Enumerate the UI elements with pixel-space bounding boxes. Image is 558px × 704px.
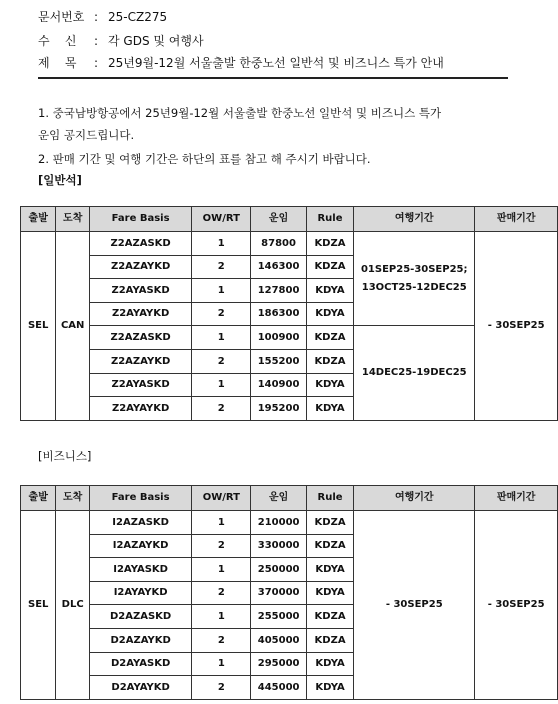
- fare-cell: 445000: [251, 676, 306, 700]
- col-header-destination: 도착: [56, 486, 90, 511]
- col-header-fare: 운임: [251, 486, 306, 511]
- fare-basis-cell: I2AYAYKD: [89, 581, 191, 605]
- owrt-cell: 2: [192, 581, 251, 605]
- fare-cell: 370000: [251, 581, 306, 605]
- fare-basis-cell: Z2AYAYKD: [90, 397, 192, 421]
- fare-cell: 250000: [251, 558, 306, 582]
- colon: :: [94, 34, 99, 48]
- subject-row: [38, 54, 444, 71]
- col-header-fare-basis: Fare Basis: [89, 486, 191, 511]
- owrt-cell: 2: [192, 628, 251, 652]
- fare-cell: 155200: [251, 349, 306, 373]
- owrt-cell: 2: [192, 255, 251, 279]
- rule-cell: KDZA: [306, 326, 353, 350]
- destination-cell: CAN: [56, 232, 90, 421]
- travel-period-line: 13OCT25-12DEC25: [361, 281, 467, 293]
- col-header-origin: 출발: [21, 486, 56, 511]
- owrt-cell: 2: [192, 676, 251, 700]
- rule-cell: KDZA: [306, 534, 353, 558]
- colon: :: [94, 56, 99, 70]
- col-header-sales-period: 판매기간: [475, 486, 558, 511]
- fare-basis-cell: Z2AZASKD: [90, 326, 192, 350]
- col-header-rule: Rule: [306, 207, 353, 232]
- sales-period-cell: - 30SEP25: [475, 232, 558, 421]
- colon: :: [94, 10, 99, 24]
- rule-cell: KDYA: [306, 302, 353, 326]
- business-fare-table: [20, 485, 558, 700]
- col-header-travel-period: 여행기간: [354, 207, 475, 232]
- fare-cell: 186300: [251, 302, 306, 326]
- fare-basis-cell: D2AZASKD: [89, 605, 191, 629]
- table-row: [21, 511, 558, 535]
- owrt-cell: 2: [192, 534, 251, 558]
- economy-fare-table: [20, 206, 558, 421]
- rule-cell: KDYA: [306, 279, 353, 303]
- col-header-owrt: OW/RT: [192, 486, 251, 511]
- header-divider: [38, 77, 508, 79]
- fare-basis-cell: I2AYASKD: [89, 558, 191, 582]
- sales-period-cell: - 30SEP25: [475, 511, 558, 700]
- body-line-1: 1. 중국남방항공에서 25년9월-12월 서울출발 한중노선 일반석 및 비즈니스 특가: [38, 106, 442, 120]
- travel-period-cell: 14DEC25-19DEC25: [354, 326, 475, 420]
- doc-number-row: [38, 8, 167, 25]
- col-header-rule: Rule: [306, 486, 353, 511]
- rule-cell: KDZA: [306, 605, 353, 629]
- travel-period-line: 01SEP25-30SEP25;: [360, 264, 468, 276]
- travel-period-cell: - 30SEP25: [354, 511, 475, 700]
- fare-cell: 295000: [251, 652, 306, 676]
- fare-basis-cell: Z2AZAYKD: [90, 349, 192, 373]
- owrt-cell: 1: [192, 511, 251, 535]
- fare-cell: 127800: [251, 279, 306, 303]
- fare-cell: 405000: [251, 628, 306, 652]
- rule-cell: KDYA: [306, 652, 353, 676]
- owrt-cell: 1: [192, 279, 251, 303]
- table-header-row: [21, 207, 558, 232]
- recipient-label: 수 신: [38, 34, 77, 48]
- fare-basis-cell: I2AZAYKD: [89, 534, 191, 558]
- owrt-cell: 1: [192, 605, 251, 629]
- rule-cell: KDZA: [306, 232, 353, 256]
- destination-cell: DLC: [56, 511, 90, 700]
- origin-cell: SEL: [21, 511, 56, 700]
- fare-basis-cell: D2AZAYKD: [89, 628, 191, 652]
- rule-cell: KDYA: [306, 581, 353, 605]
- fare-basis-cell: Z2AZASKD: [90, 232, 192, 256]
- col-header-travel-period: 여행기간: [354, 486, 475, 511]
- owrt-cell: 1: [192, 326, 251, 350]
- fare-cell: 87800: [251, 232, 306, 256]
- economy-section-title: [일반석]: [38, 173, 82, 187]
- body-line-2: 2. 판매 기간 및 여행 기간은 하단의 표를 참고 해 주시기 바랍니다.: [38, 152, 371, 166]
- owrt-cell: 1: [192, 373, 251, 397]
- table-row: [21, 232, 558, 256]
- fare-basis-cell: Z2AYASKD: [90, 373, 192, 397]
- subject-value: 25년9월-12월 서울출발 한중노선 일반석 및 비즈니스 특가 안내: [108, 56, 444, 70]
- fare-basis-cell: I2AZASKD: [89, 511, 191, 535]
- fare-cell: 210000: [251, 511, 306, 535]
- rule-cell: KDZA: [306, 628, 353, 652]
- owrt-cell: 2: [192, 349, 251, 373]
- rule-cell: KDYA: [306, 397, 353, 421]
- business-section-title: [비즈니스]: [38, 449, 92, 463]
- fare-cell: 195200: [251, 397, 306, 421]
- owrt-cell: 2: [192, 302, 251, 326]
- col-header-origin: 출발: [21, 207, 56, 232]
- recipient-row: [38, 32, 204, 49]
- rule-cell: KDZA: [306, 255, 353, 279]
- fare-basis-cell: Z2AYASKD: [90, 279, 192, 303]
- fare-basis-cell: Z2AYAYKD: [90, 302, 192, 326]
- col-header-fare: 운임: [251, 207, 306, 232]
- owrt-cell: 1: [192, 232, 251, 256]
- subject-label: 제 목: [38, 56, 77, 70]
- fare-cell: 330000: [251, 534, 306, 558]
- rule-cell: KDZA: [306, 511, 353, 535]
- fare-basis-cell: D2AYAYKD: [89, 676, 191, 700]
- body-line-1b: 운임 공지드립니다.: [38, 128, 135, 142]
- fare-cell: 140900: [251, 373, 306, 397]
- rule-cell: KDYA: [306, 373, 353, 397]
- doc-number-value: 25-CZ275: [108, 10, 168, 24]
- owrt-cell: 1: [192, 558, 251, 582]
- col-header-destination: 도착: [56, 207, 90, 232]
- col-header-sales-period: 판매기간: [475, 207, 558, 232]
- col-header-fare-basis: Fare Basis: [90, 207, 192, 232]
- rule-cell: KDYA: [306, 558, 353, 582]
- table-header-row: [21, 486, 558, 511]
- fare-cell: 255000: [251, 605, 306, 629]
- col-header-owrt: OW/RT: [192, 207, 251, 232]
- fare-basis-cell: Z2AZAYKD: [90, 255, 192, 279]
- owrt-cell: 2: [192, 397, 251, 421]
- travel-period-cell: [354, 232, 475, 326]
- fare-cell: 146300: [251, 255, 306, 279]
- recipient-value: 각 GDS 및 여행사: [108, 34, 204, 48]
- doc-number-label: 문서번호: [38, 10, 85, 24]
- rule-cell: KDZA: [306, 349, 353, 373]
- fare-cell: 100900: [251, 326, 306, 350]
- fare-basis-cell: D2AYASKD: [89, 652, 191, 676]
- origin-cell: SEL: [21, 232, 56, 421]
- owrt-cell: 1: [192, 652, 251, 676]
- rule-cell: KDYA: [306, 676, 353, 700]
